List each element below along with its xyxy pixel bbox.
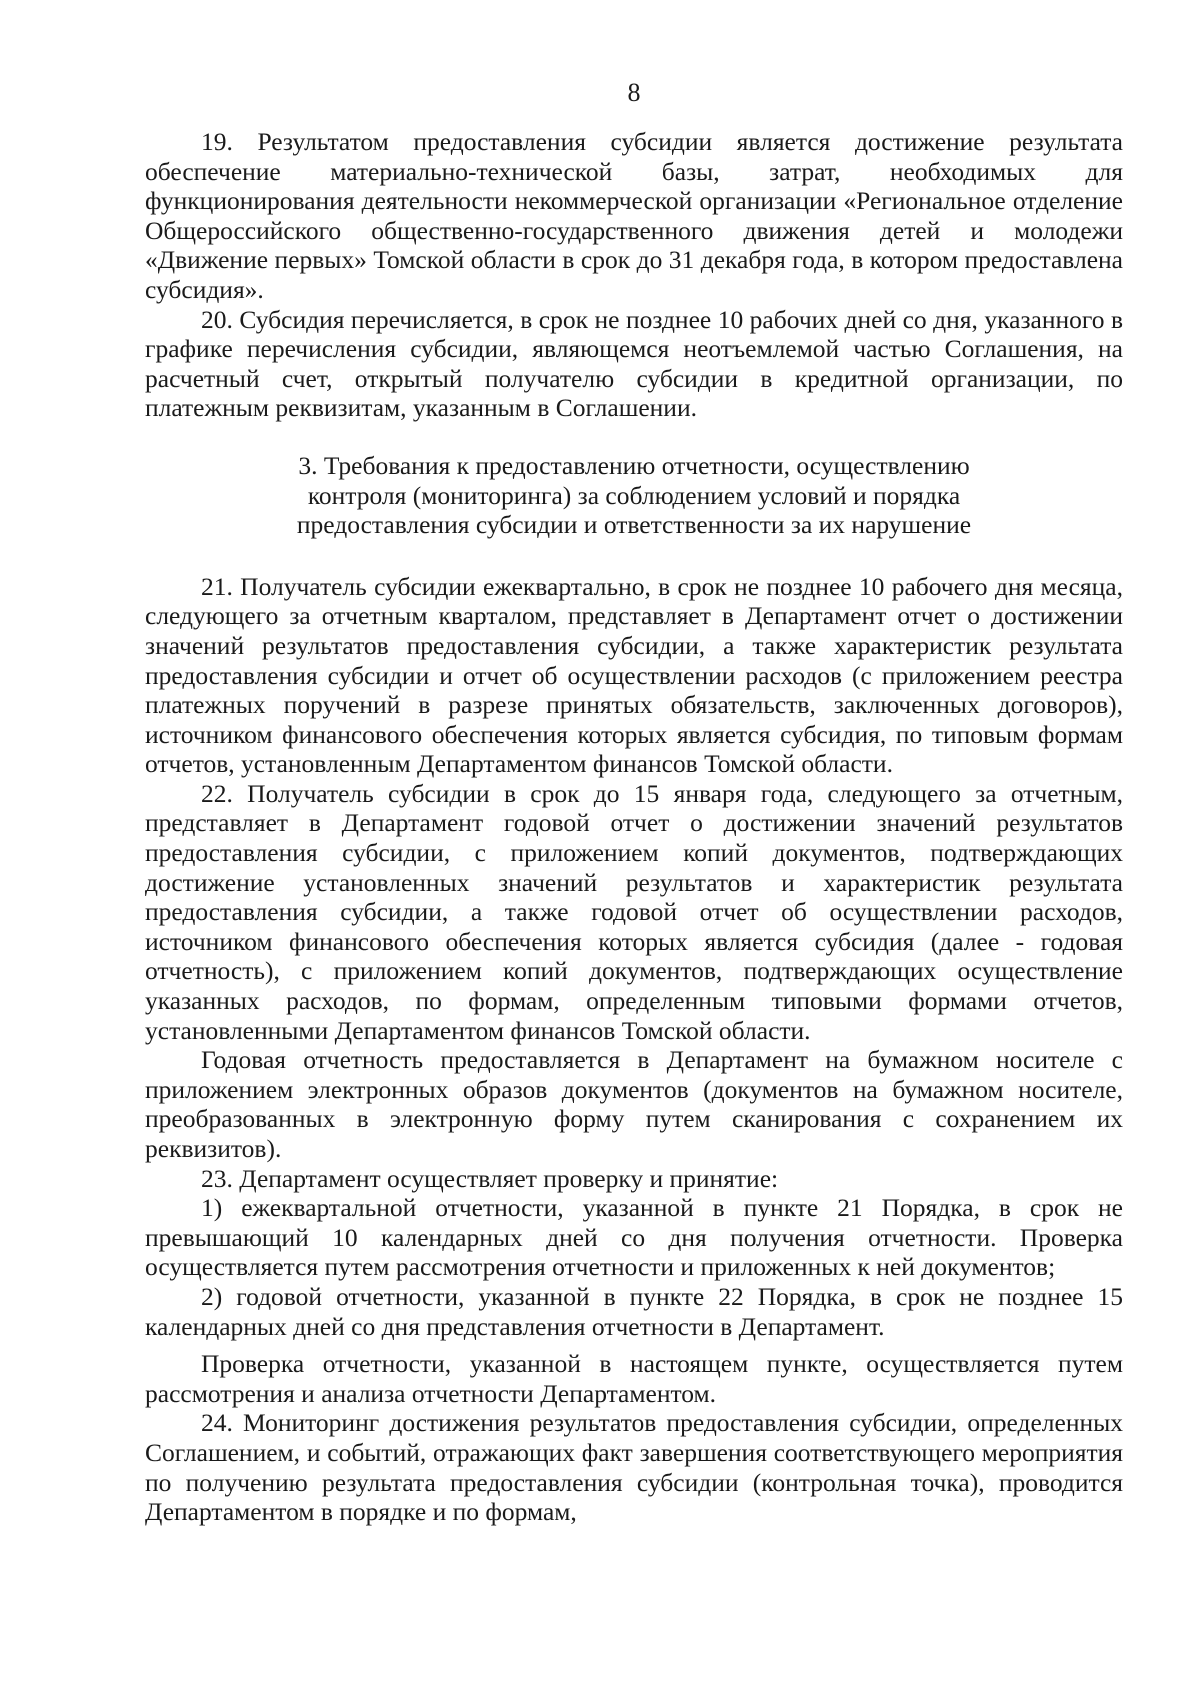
section-title-line: 3. Требования к предоставлению отчетности, осуществлению — [298, 450, 970, 480]
paragraph-21: 21. Получатель субсидии ежеквартально, в срок не позднее 10 рабочего дня месяца, следующего за отчетным кварталом, представляет в Департамент отчет о достижении значений результатов предоставления субсидии, а также характеристик результата предоставления субсидии и отчет об осуществлении расходов (с приложением реестра платежных поручений в разрезе принятых обязательств, заключенных договоров), источником финансового обеспечения которых является субсидия, по типовым формам отчетов, установленным Департаментом финансов Томской области. — [145, 571, 1123, 779]
paragraph-20: 20. Субсидия перечисляется, в срок не позднее 10 рабочих дней со дня, указанного в графике перечисления субсидии, являющемся неотъемлемой частью Соглашения, на расчетный счет, открытый получателю субсидии в кредитной организации, по платежным реквизитам, указанным в Соглашении. — [145, 304, 1123, 423]
page-number: 8 — [627, 78, 641, 107]
paragraph-23: 23. Департамент осуществляет проверку и принятие: — [201, 1163, 779, 1193]
section-title-line: контроля (мониторинга) за соблюдением условий и порядка — [307, 480, 961, 510]
paragraph-annual-reporting: Годовая отчетность предоставляется в Департамент на бумажном носителе с приложением электронных образов документов (документов на бумажном носителе, преобразованных в электронную форму путем сканирования с сохранением их реквизитов). — [145, 1045, 1123, 1163]
paragraph-22: 22. Получатель субсидии в срок до 15 января года, следующего за отчетным, представляет в Департамент годовой отчет о достижении значений результатов предоставления субсидии, с приложением копий документов, подтверждающих достижение установленных значений результатов и характеристик результата предоставления субсидии, а также годовой отчет об осуществлении расходов, источником финансового обеспечения которых является субсидия (далее - годовая отчетность), с приложением копий документов, подтверждающих осуществление указанных расходов, по формам, определенным типовыми формами отчетов, установленными Департаментом финансов Томской области. — [145, 778, 1123, 1045]
paragraph-24: 24. Мониторинг достижения результатов предоставления субсидии, определенных Соглашением, и событий, отражающих факт завершения соответствующего мероприятия по получению результата предоставления субсидии (контрольная точка), проводится Департаментом в порядке и по формам, — [145, 1408, 1123, 1527]
section-title — [274, 451, 994, 540]
document-page — [145, 78, 1123, 1527]
paragraph-19: 19. Результатом предоставления субсидии является достижение результата обеспечение материально-технической базы, затрат, необходимых для функционирования деятельности некоммерческой организации «Региональное отделение Общероссийского общественно-государственного движения детей и молодежи «Движение первых» Томской области в срок до 31 декабря года, в котором предоставлена субсидия». — [145, 127, 1123, 304]
section-title-line: предоставления субсидии и ответственности за их нарушение — [296, 510, 972, 540]
paragraph-23-item-1: 1) ежеквартальной отчетности, указанной в пункте 21 Порядка, в срок не превышающий 10 календарных дней со дня получения отчетности. Проверка осуществляется путем рассмотрения отчетности и приложенных к ней документов; — [145, 1193, 1123, 1282]
paragraph-23-item-2: 2) годовой отчетности, указанной в пункте 22 Порядка, в срок не позднее 15 календарных дней со дня представления отчетности в Департамент. — [145, 1281, 1123, 1341]
paragraph-verification: Проверка отчетности, указанной в настоящем пункте, осуществляется путем рассмотрения и анализа отчетности Департаментом. — [145, 1349, 1123, 1408]
